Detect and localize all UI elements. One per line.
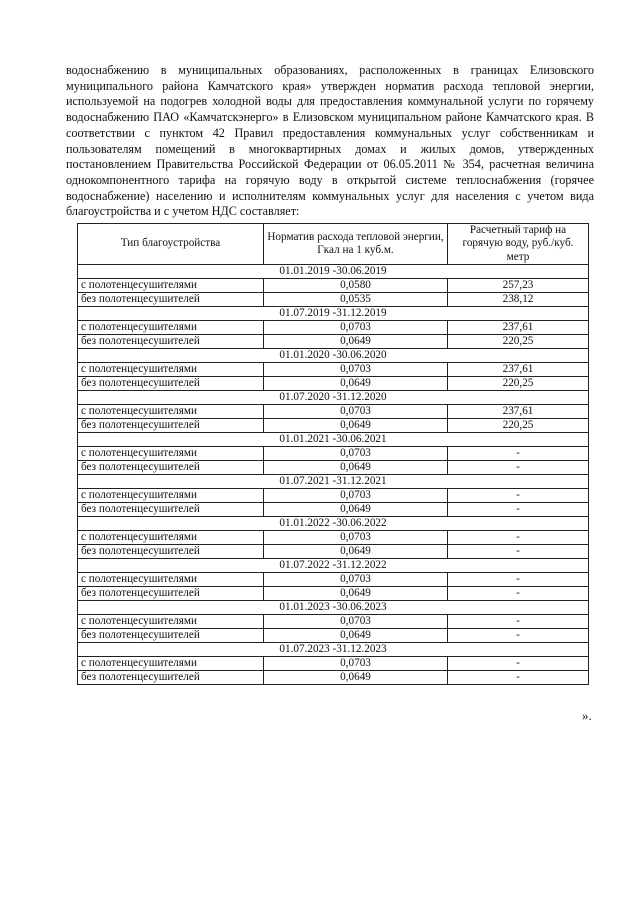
cell-tariff: - xyxy=(448,671,589,685)
period-row xyxy=(78,601,589,615)
period-label: 01.01.2021 -30.06.2021 xyxy=(78,433,589,447)
period-row xyxy=(78,517,589,531)
cell-type: без полотенцесушителей xyxy=(78,335,264,349)
cell-type: с полотенцесушителями xyxy=(78,363,264,377)
cell-type: с полотенцесушителями xyxy=(78,657,264,671)
table-row xyxy=(78,405,589,419)
intro-paragraph: водоснабжению в муниципальных образованиях, расположенных в границах Елизовского муниципального района Камчатского края» утвержден норматив расхода тепловой энергии, используемой на подогрев холодной воды для предоставления коммунальной услуги по горячему водоснабжению ПАО «Камчатскэнерго» в Елизовском муниципальном районе Камчатского края. В соответствии с пунктом 42 Правил предоставления коммунальных услуг собственникам и пользователям помещений в многоквартирных домах и жилых домов, утвержденных постановлением Правительства Российской Федерации от 06.05.2011 № 354, расчетная величина однокомпонентного тарифа на горячую воду в открытой системе теплоснабжения (горячее водоснабжение) населению и исполнителям коммунальных услуг для населения с учетом вида благоустройства и с учетом НДС составляет: xyxy=(66,63,594,219)
period-row xyxy=(78,265,589,279)
table-row xyxy=(78,531,589,545)
cell-norm: 0,0703 xyxy=(264,573,448,587)
table-row xyxy=(78,657,589,671)
period-label: 01.07.2021 -31.12.2021 xyxy=(78,475,589,489)
table-row xyxy=(78,587,589,601)
cell-tariff: 220,25 xyxy=(448,377,589,391)
cell-norm: 0,0649 xyxy=(264,587,448,601)
cell-tariff: - xyxy=(448,503,589,517)
period-label: 01.01.2022 -30.06.2022 xyxy=(78,517,589,531)
period-row xyxy=(78,391,589,405)
cell-tariff: 257,23 xyxy=(448,279,589,293)
cell-type: с полотенцесушителями xyxy=(78,447,264,461)
cell-norm: 0,0703 xyxy=(264,405,448,419)
cell-norm: 0,0649 xyxy=(264,629,448,643)
cell-type: с полотенцесушителями xyxy=(78,615,264,629)
header-type: Тип благоустройства xyxy=(78,224,264,265)
cell-type: без полотенцесушителей xyxy=(78,545,264,559)
cell-tariff: 237,61 xyxy=(448,321,589,335)
table-row xyxy=(78,335,589,349)
cell-norm: 0,0535 xyxy=(264,293,448,307)
period-row xyxy=(78,433,589,447)
period-row xyxy=(78,349,589,363)
cell-type: без полотенцесушителей xyxy=(78,419,264,433)
table-row xyxy=(78,321,589,335)
table-row xyxy=(78,461,589,475)
period-row xyxy=(78,475,589,489)
table-row xyxy=(78,629,589,643)
cell-tariff: 220,25 xyxy=(448,419,589,433)
cell-tariff: - xyxy=(448,447,589,461)
table-row xyxy=(78,279,589,293)
period-label: 01.01.2019 -30.06.2019 xyxy=(78,265,589,279)
table-row xyxy=(78,419,589,433)
cell-norm: 0,0649 xyxy=(264,419,448,433)
cell-norm: 0,0649 xyxy=(264,461,448,475)
cell-norm: 0,0649 xyxy=(264,503,448,517)
cell-tariff: 237,61 xyxy=(448,405,589,419)
cell-type: с полотенцесушителями xyxy=(78,321,264,335)
cell-tariff: - xyxy=(448,531,589,545)
table-row xyxy=(78,363,589,377)
cell-tariff: - xyxy=(448,573,589,587)
cell-tariff: - xyxy=(448,461,589,475)
cell-type: без полотенцесушителей xyxy=(78,671,264,685)
cell-norm: 0,0703 xyxy=(264,615,448,629)
cell-norm: 0,0703 xyxy=(264,657,448,671)
period-row xyxy=(78,559,589,573)
cell-tariff: - xyxy=(448,629,589,643)
cell-type: без полотенцесушителей xyxy=(78,461,264,475)
cell-type: без полотенцесушителей xyxy=(78,587,264,601)
header-norm: Норматив расхода тепловой энергии, Гкал на 1 куб.м. xyxy=(264,224,448,265)
cell-type: с полотенцесушителями xyxy=(78,405,264,419)
cell-tariff: 237,61 xyxy=(448,363,589,377)
cell-type: с полотенцесушителями xyxy=(78,531,264,545)
cell-norm: 0,0703 xyxy=(264,321,448,335)
table-row xyxy=(78,447,589,461)
period-row xyxy=(78,307,589,321)
table-header-row xyxy=(78,224,589,265)
table-row xyxy=(78,545,589,559)
cell-norm: 0,0703 xyxy=(264,531,448,545)
table-row xyxy=(78,503,589,517)
table-row xyxy=(78,293,589,307)
cell-type: без полотенцесушителей xyxy=(78,293,264,307)
cell-norm: 0,0649 xyxy=(264,671,448,685)
header-tariff: Расчетный тариф на горячую воду, руб./куб. метр xyxy=(448,224,589,265)
period-row xyxy=(78,643,589,657)
closing-quote: ». xyxy=(582,708,592,723)
period-label: 01.07.2023 -31.12.2023 xyxy=(78,643,589,657)
cell-tariff: - xyxy=(448,657,589,671)
cell-tariff: 238,12 xyxy=(448,293,589,307)
cell-norm: 0,0649 xyxy=(264,545,448,559)
table-row xyxy=(78,615,589,629)
cell-norm: 0,0703 xyxy=(264,489,448,503)
cell-type: с полотенцесушителями xyxy=(78,489,264,503)
cell-norm: 0,0649 xyxy=(264,377,448,391)
cell-type: с полотенцесушителями xyxy=(78,279,264,293)
cell-type: без полотенцесушителей xyxy=(78,503,264,517)
cell-norm: 0,0580 xyxy=(264,279,448,293)
period-label: 01.01.2023 -30.06.2023 xyxy=(78,601,589,615)
cell-norm: 0,0703 xyxy=(264,447,448,461)
cell-type: с полотенцесушителями xyxy=(78,573,264,587)
cell-norm: 0,0649 xyxy=(264,335,448,349)
table-row xyxy=(78,489,589,503)
period-label: 01.01.2020 -30.06.2020 xyxy=(78,349,589,363)
cell-tariff: - xyxy=(448,489,589,503)
tariff-table xyxy=(77,223,589,685)
period-label: 01.07.2020 -31.12.2020 xyxy=(78,391,589,405)
period-label: 01.07.2019 -31.12.2019 xyxy=(78,307,589,321)
cell-tariff: - xyxy=(448,545,589,559)
cell-type: без полотенцесушителей xyxy=(78,629,264,643)
period-label: 01.07.2022 -31.12.2022 xyxy=(78,559,589,573)
cell-norm: 0,0703 xyxy=(264,363,448,377)
table-row xyxy=(78,377,589,391)
table-row xyxy=(78,671,589,685)
cell-tariff: - xyxy=(448,615,589,629)
cell-tariff: - xyxy=(448,587,589,601)
cell-tariff: 220,25 xyxy=(448,335,589,349)
table-row xyxy=(78,573,589,587)
cell-type: без полотенцесушителей xyxy=(78,377,264,391)
